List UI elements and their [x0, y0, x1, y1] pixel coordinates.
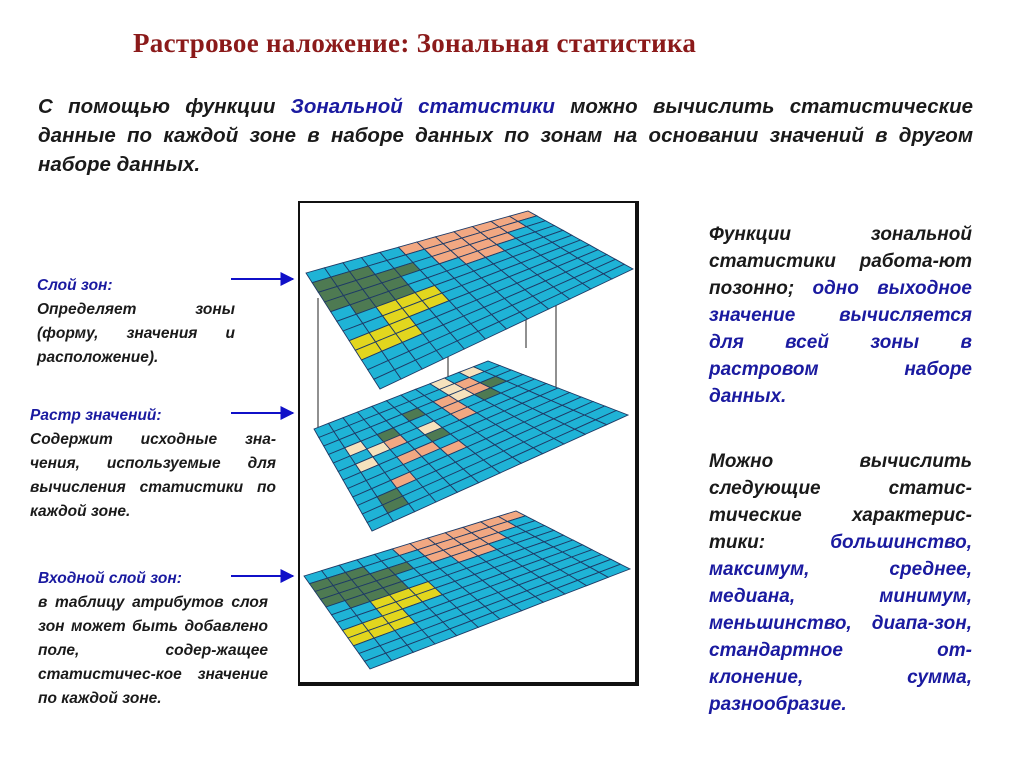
- raster-layers-svg: [300, 203, 635, 682]
- zonal-functions-highlight: одно выходное значение вычисляется для всей зоны в растровом наборе данных.: [709, 278, 972, 407]
- intro-text-2: можно вычислить статистические данные по каждой зоне в наборе данных по зонам на основании значений в другом наборе данных.: [38, 95, 973, 176]
- zonal-functions-text: Функции зональной статистики работа-ют позонно;: [709, 224, 972, 299]
- input-zone-layer-grid: [304, 511, 630, 669]
- statistics-list: большинство, максимум, среднее, медиана, минимум, меньшинство, диапа-зон, стандартное от-клонение, сумма, разнообразие.: [709, 532, 972, 715]
- value-raster-heading: Растр значений:: [30, 407, 162, 424]
- zone-layer-grid: [306, 211, 633, 389]
- intro-text-1: С помощью функции: [38, 95, 291, 118]
- zonal-functions-paragraph: [709, 221, 972, 410]
- input-zone-layer-heading: Входной слой зон:: [38, 570, 182, 587]
- statistics-intro-text: Можно вычислить следующие статис-тические характерис-тики:: [709, 451, 972, 553]
- slide-title: Растровое наложение: Зональная статистика: [133, 28, 697, 58]
- statistics-list-paragraph: [709, 448, 972, 718]
- zone-layer-description: Определяет зоны (форму, значения и расположение).: [37, 301, 235, 366]
- value-raster-description: Содержит исходные зна-чения, используемые для вычисления статистики по каждой зоне.: [30, 431, 276, 520]
- intro-highlight: Зональной статистики: [290, 95, 555, 118]
- value-raster-grid: [314, 361, 628, 531]
- zone-layer-heading: Слой зон:: [37, 277, 113, 294]
- raster-layers-figure: [298, 201, 639, 686]
- input-zone-layer-description: в таблицу атрибутов слоя зон может быть добавлено поле, содер-жащее статистичес-кое значение по каждой зоне.: [38, 594, 268, 707]
